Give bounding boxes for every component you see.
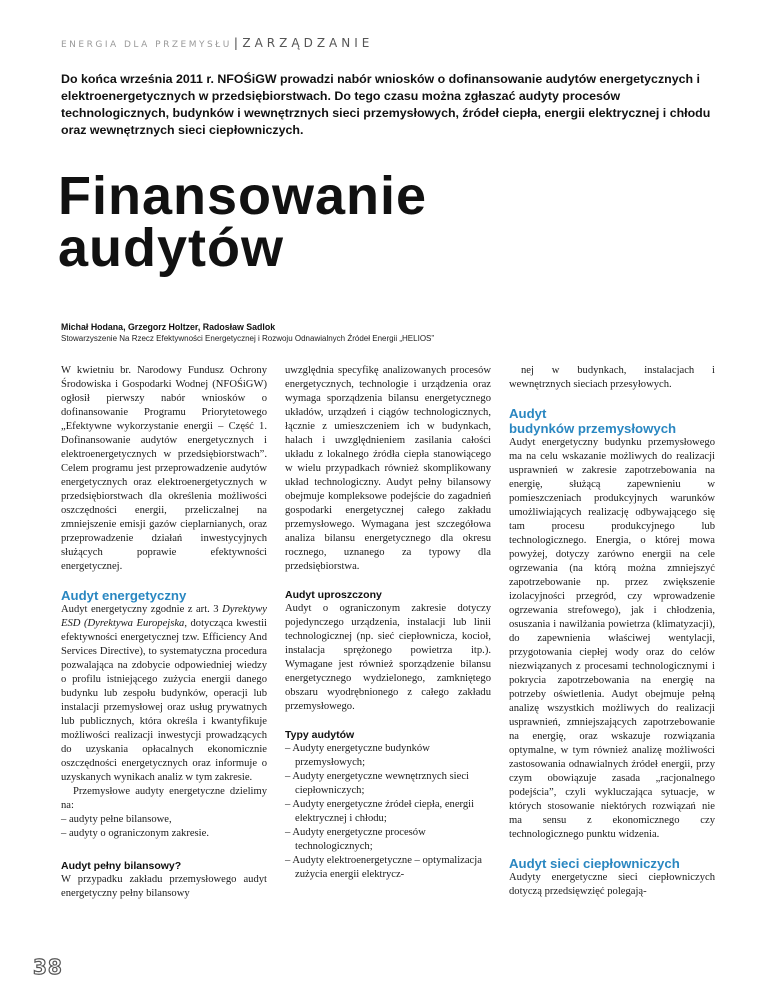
body-paragraph: Audyt o ograniczonym zakresie dotyczy pojedynczego urządzenia, instalacji lub linii technologicznej (np. sieć ciepłownicza, kocioł, instalacja sprężonego powietrza itp.). Wymagane jest również sporządzenie bilansu energetycznego wydzielonego, zamkniętego obszaru wyodrębnionego z całego zakładu przemysłowego.	[285, 603, 491, 712]
article-title-line-2: audytów	[58, 218, 285, 278]
article-title	[58, 166, 428, 278]
heading-line-1: Audyt	[509, 406, 547, 421]
section-heading-audyt-energetyczny: Audyt energetyczny	[61, 588, 187, 603]
heading-line-2: budynków przemysłowych	[509, 421, 677, 436]
header-section-left: ENERGIA DLA PRZEMYSŁU	[61, 40, 232, 50]
list-item: – audyty o ograniczonym zakresie.	[61, 827, 267, 841]
header-divider: |	[233, 36, 241, 50]
column-2	[285, 364, 491, 882]
article-title-line-1: Finansowanie	[58, 166, 428, 226]
list-item: – Audyty energetyczne procesów technologicznych;	[285, 826, 491, 854]
body-text: Audyt energetyczny zgodnie z art. 3	[61, 604, 223, 615]
section-heading-audyt-budynkow	[509, 406, 715, 436]
intro-paragraph: W kwietniu br. Narodowy Fundusz Ochrony Środowiska i Gospodarki Wodnej (NFOŚiGW) ogłosił pierwszy nabór wniosków o dofinansowanie Programu Priorytetowego „Efektywne wykorzystanie energii – Część 1. Dofinansowanie audytów energetycznych i elektroenergetycznych w przedsiębiorstwach”. Celem programu jest przeprowadzenie audytów energetycznych oraz elektroenergetycznych w przedsiębiorstwach dla określenia możliwości oszczędności energii, przeliczalnej na zmniejszenie emisji gazów cieplarnianych, oraz przeprowadzenie działań inwestycyjnych służących poprawie efektywności energetycznej.	[61, 365, 267, 572]
body-paragraph: Przemysłowe audyty energetyczne dzielimy na:	[61, 786, 267, 811]
list-item: – Audyty elektroenergetyczne – optymalizacja zużycia energii elektrycz-	[285, 854, 491, 882]
audit-types-list	[285, 742, 491, 882]
subheading-audyt-pelny: Audyt pełny bilansowy?	[61, 860, 182, 872]
lead-paragraph: Do końca września 2011 r. NFOŚiGW prowadzi nabór wniosków o dofinansowanie audytów energetycznych i elektroenergetycznych w przedsiębiorstwach. Do tego czasu można zgłaszać audyty procesów technologicznych, budynków i wewnętrznych sieci przemysłowych, źródeł ciepła, energii elektrycznej i chłodu oraz wewnętrznych sieci ciepłowniczych.	[61, 72, 711, 137]
list-item: – audyty pełne bilansowe,	[61, 813, 267, 827]
list-item: – Audyty energetyczne budynków przemysłowych;	[285, 742, 491, 770]
body-paragraph: nej w budynkach, instalacjach i wewnętrznych sieciach przesyłowych.	[509, 365, 715, 390]
page-number: 38	[33, 955, 63, 979]
emphasis-text: Dyrektywy ESD (Dyrektywa Europejska	[61, 604, 267, 629]
header-section-right: ZARZĄDZANIE	[242, 36, 374, 50]
subheading-typy-audytow: Typy audytów	[285, 729, 355, 741]
section-heading-audyt-sieci: Audyt sieci ciepłowniczych	[509, 856, 680, 871]
body-paragraph: uwzględnia specyfikę analizowanych procesów energetycznych, technologie i urządzenia oraz wymaga sporządzenia bilansu energetycznego układów, urządzeń i ciągów technologicznych, łącznie z umieszczeniem ich w budynkach, halach i uwzględnieniem zasilania całości układu z lokalnego źródła ciepła stanowiącego w wielu przypadkach również skomplikowany układ technologiczny. Audyt pełny bilansowy obejmuje kompleksowe podejście do zagadnień gospodarki energetycznej całego zakładu przemysłowego. Wymagana jest szczegółowa analiza bilansu energetycznego dla okresu rocznego, uznanego za typowy dla przedsiębiorstwa.	[285, 365, 491, 572]
authors: Michał Hodana, Grzegorz Holtzer, Radosław Sadlok	[61, 322, 276, 332]
column-1	[61, 364, 267, 901]
body-paragraph: Audyty energetyczne sieci ciepłowniczych dotyczą przedsięwzięć polegają-	[509, 872, 715, 897]
body-paragraph: Audyt energetyczny budynku przemysłowego ma na celu wskazanie możliwych do realizacji usprawnień w zakresie zapotrzebowania na energię, służącą zapewnieniu w pomieszczeniach produkcyjnych warunków umożliwiających realizację odbywającego się tam procesu produkcyjnego lub technologicznego. Energia, o której mowa powyżej, dotyczy zarówno energii na cele ogrzewania (na którą można zmniejszyć zapotrzebowanie np. przez zwiększenie izolacyjności przegród, czy wprowadzenie ogrzewania strefowego), jak i chłodzenia, osuszania i nawilżania powietrza (klimatyzacji), do zapewnienia właściwej wentylacji, przygotowania ciepłej wody oraz do celów niezwiązanych z procesami technologicznymi i pokrycia zapotrzebowania na energię na potrzeby oświetlenia. Audyt obejmuje pełną analizę wszystkich możliwych do realizacji usprawnień, zmniejszających zapotrzebowanie na energię, oraz wskazuje rozwiązania optymalne, w tym również analizę możliwości zastosowania odnawialnych źródeł energii, przy czym obowiązuje zasada „racjonalnego podejścia”, czyli wykluczająca sytuacje, w których stosowanie niektórych rozwiązań nie ma sensu z ekonomicznego czy technologicznego punktu widzenia.	[509, 437, 715, 840]
running-header	[61, 36, 373, 50]
body-paragraph	[61, 603, 267, 785]
list-item: – Audyty energetyczne wewnętrznych sieci ciepłowniczych;	[285, 770, 491, 798]
column-3	[509, 364, 715, 899]
audit-kinds-list	[61, 813, 267, 841]
list-item: – Audyty energetyczne źródeł ciepła, energii elektrycznej i chłodu;	[285, 798, 491, 826]
body-paragraph: W przypadku zakładu przemysłowego audyt energetyczny pełny bilansowy	[61, 874, 267, 899]
affiliation: Stowarzyszenie Na Rzecz Efektywności Energetycznej i Rozwoju Odnawialnych Źródeł Energii „HELIOS”	[61, 334, 435, 343]
body-text: , dotycząca kwestii efektywności energetycznej tzw. Efficiency And Services Directive), to systematyczna procedura pozwalająca na zdobycie odpowiedniej wiedzy o profilu istniejącego zużycia energii danego budynku lub zespołu budynków, operacji lub instalacji przemysłowej oraz usług prywatnych lub publicznych, która określa i kwantyfikuje możliwości realizacji inwestycji prowadzących do uzyskania opłacalnych ekonomicznie oszczędności energetycznych oraz informuje o uzyskanych wynikach analiz w tym zakresie.	[61, 618, 267, 783]
subheading-audyt-uproszczony: Audyt uproszczony	[285, 589, 382, 601]
